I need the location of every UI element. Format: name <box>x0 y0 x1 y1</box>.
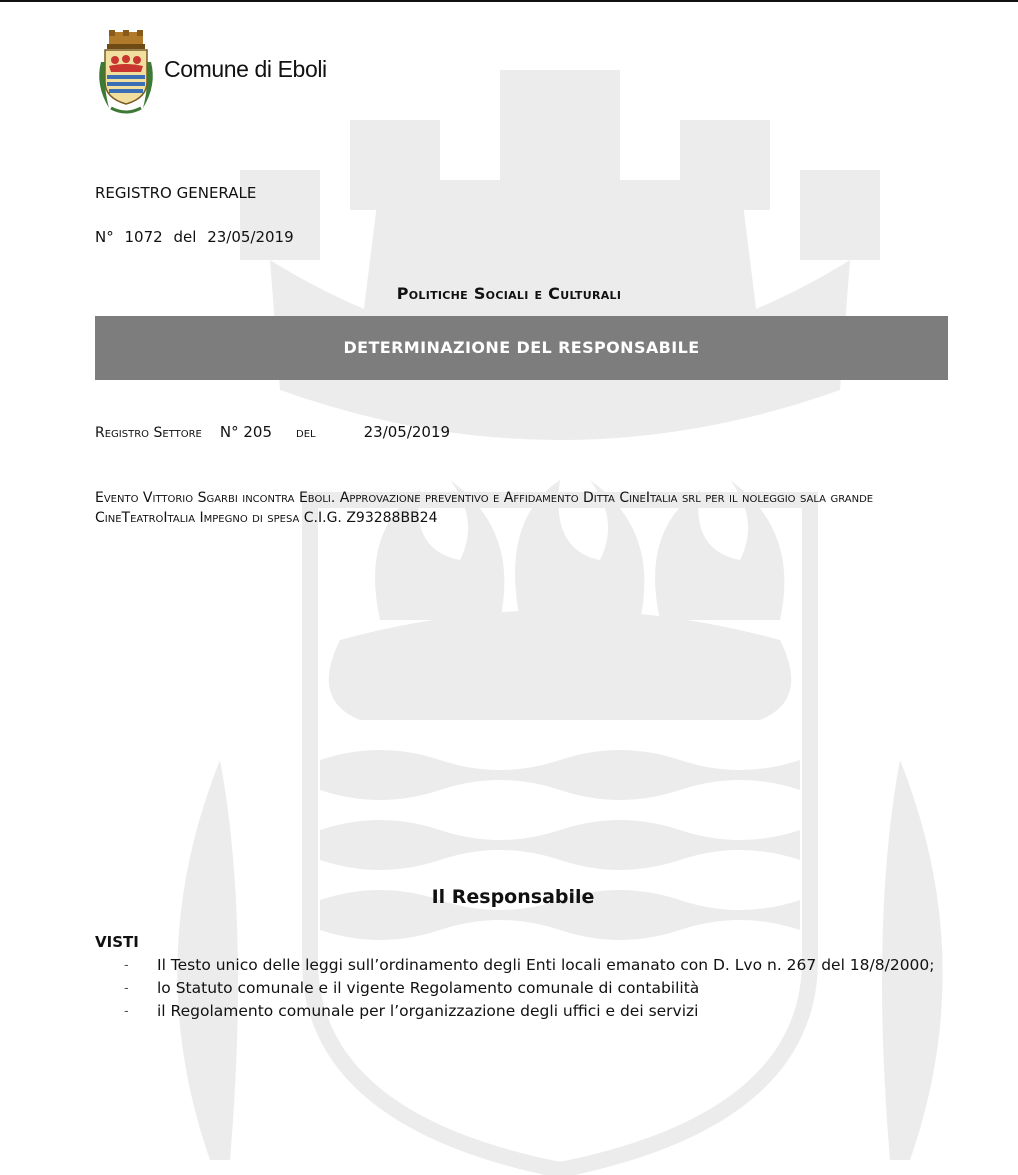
reg-num-date: 23/05/2019 <box>207 228 294 246</box>
list-item <box>120 1000 940 1023</box>
registro-generale-label: REGISTRO GENERALE <box>95 184 257 202</box>
list-item <box>120 977 940 1000</box>
list-dash: - <box>124 1004 129 1019</box>
coat-of-arms-icon <box>95 30 157 116</box>
visti-label: VISTI <box>95 933 139 951</box>
visti-list <box>120 954 940 1023</box>
reg-num-del: del <box>173 228 197 246</box>
list-dash: - <box>124 981 129 996</box>
reg-sett-prefix: N° <box>219 423 239 441</box>
reg-sett-del: del <box>296 425 316 441</box>
reg-sett-label: Registro Settore <box>95 425 202 441</box>
subject <box>95 488 940 528</box>
banner-title: DETERMINAZIONE DEL RESPONSABILE <box>343 338 700 357</box>
list-dash: - <box>124 958 129 973</box>
reg-sett-date: 23/05/2019 <box>363 423 451 441</box>
registro-settore <box>95 423 450 441</box>
org-name: Comune di Eboli <box>164 56 327 82</box>
subject-cig: C.I.G. Z93288BB24 <box>303 510 438 526</box>
sector-title: Politiche Sociali e Culturali <box>396 284 622 303</box>
list-item-text: Il Testo unico delle leggi sull’ordinamento degli Enti locali emanato con D. Lvo n. 267 del 18/8/2000; <box>157 956 935 974</box>
determinazione-banner <box>95 316 948 380</box>
list-item <box>120 954 940 977</box>
list-item-text: lo Statuto comunale e il vigente Regolamento comunale di contabilità <box>157 979 700 997</box>
responsabile-heading: Il Responsabile <box>431 886 595 908</box>
subject-text: Evento Vittorio Sgarbi incontra Eboli. Approvazione preventivo e Affidamento Ditta CineItalia srl per il noleggio sala grande CineTeatroItalia Impegno di spesa <box>95 490 874 526</box>
top-rule <box>0 0 1018 2</box>
list-item-text: il Regolamento comunale per l’organizzazione degli uffici e dei servizi <box>157 1002 699 1020</box>
reg-num-prefix: N° <box>95 228 114 246</box>
reg-sett-number: 205 <box>243 423 273 441</box>
registro-generale-number <box>95 228 294 246</box>
reg-num-value: 1072 <box>124 228 163 246</box>
